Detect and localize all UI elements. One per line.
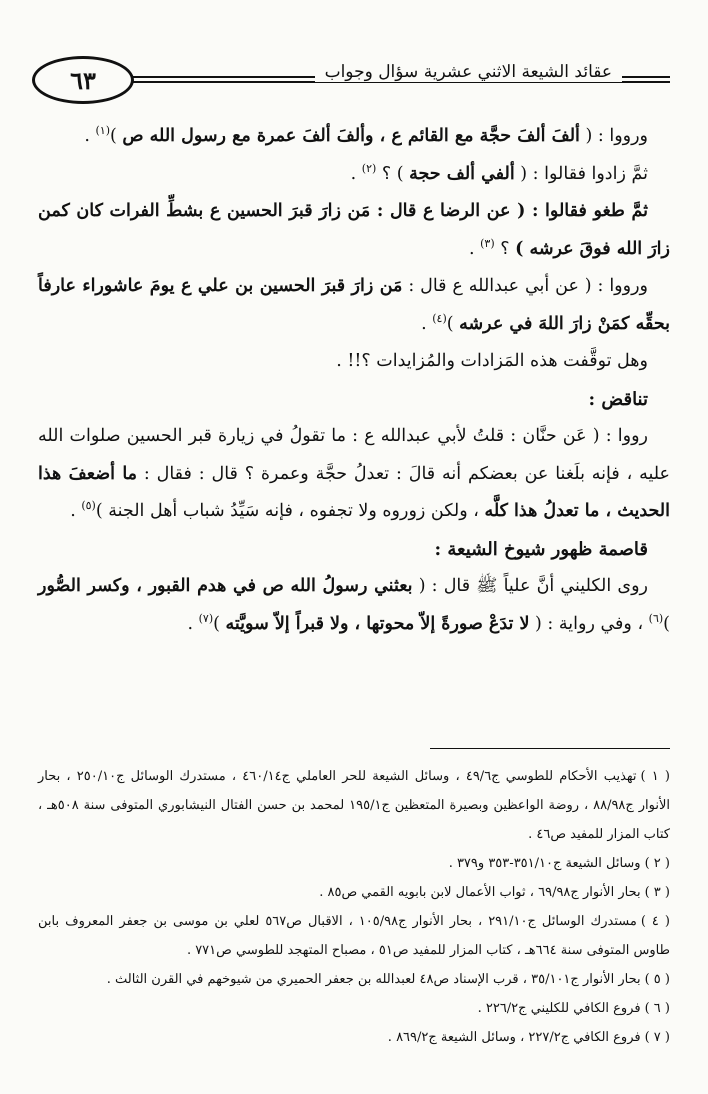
paragraph: ثمَّ طغو فقالوا : ( عن الرضا ع قال : مَن زارَ قبرَ الحسين ع بشطِّ الفرات كان كمن زارَ الله فوقَ عرشه ) ؟ $^{(٣)}$ . (38, 201, 670, 259)
paragraph: ثمَّ زادوا فقالوا : ( ألفي ألف حجة ) ؟ $^{(٢)}$ . (350, 161, 648, 184)
footnote-ref: (٢) (361, 161, 377, 175)
paragraph: ورووا : ( عن أبي عبدالله ع قال : مَن زارَ قبرَ الحسين بن علي ع يومَ عاشوراء عارفاً بحقِّه كمَنْ زارَ اللهَ في عرشه )$^{(٤)}$ . (38, 276, 670, 334)
footnote-ref: (٦) (648, 611, 664, 625)
footnote: ( ٤ )مستدرك الوسائل ج٢٩١/١٠ ، بحار الأنوار ج١٠٥/٩٨ ، الاقبال ص٥٦٧ لعلي بن موسى بن جعفر المعروف بابن طاوس المتوفى سنة ٦٦٤هـ ، كتاب المزار للمفيد ص٥١ ، مصباح المتهجد للطوسي ص٧٧١ . (38, 914, 670, 958)
paragraph: ورووا : ( ألفَ ألفَ حجَّة مع القائم ع ، وألفَ ألفَ عمرة مع رسول الله ص )$^{(١)}$ . (84, 124, 648, 146)
section-heading: قاصمة ظهور شيوخ الشيعة : (434, 538, 648, 560)
main-text (38, 118, 670, 643)
footnote: ( ١ )تهذيب الأحكام للطوسي ج٤٩/٦ ، وسائل الشيعة للحر العاملي ج٤٦٠/١٤ ، مستدرك الوسائل ج٢٥٠/١٠ ، بحار الأنوار ج٨٨/٩٨ ، روضة الواعظين وبصيرة المتعظين ج١٩٥/١ لمحمد بن حسن الفتال النيشابوري المتوفى سنة ٥٠٨هـ ، كتاب المزار للمفيد ص٤٦ . (38, 769, 670, 842)
paragraph: وهل توقَّفت هذه المَزادات والمُزايدات ؟!! . (336, 351, 648, 371)
page-header (30, 50, 670, 110)
footnote-separator (430, 748, 670, 749)
page-number: ٦٣ (32, 56, 134, 104)
footnote-ref: (٣) (480, 236, 495, 250)
section-heading: تناقض : (588, 388, 648, 410)
footnote-ref: (٥) (81, 499, 96, 513)
paragraph: رووا : ( عَن حنَّان : قلتُ لأبي عبدالله ع : ما تقولُ في زيارة قبر الحسين صلوات الله عليه ، فإنه بلَغنا عن بعضكم أنه قالَ : تعدلُ حجَّة وعمرة ؟ قال : فقال : ما أضعفَ هذا الحديث ، ما تعدلُ هذا كلَّه ، ولكن زوروه ولا تجفوه ، فإنه سَيِّدُ شباب أهل الجنة )$^{(٥)}$ . (38, 426, 670, 521)
footnote: ( ٦ )فروع الكافي للكليني ج٢٢٦/٢ . (477, 1001, 670, 1016)
running-title: عقائد الشيعة الاثني عشرية سؤال وجواب (315, 62, 622, 82)
footnote: ( ٥ )بحار الأنوار ج٣٥/١٠١ ، قرب الإسناد ص٤٨ لعبدالله بن جعفر الحميري من شيوخهم في القرن الثالث . (106, 972, 670, 987)
paragraph: روى الكليني أنَّ علياً ﷺ قال : ( بعثني رسولُ الله ص في هدم القبور ، وكسر الصُّور )$^{(٦)}$ ، وفي رواية : ( لا تدَعْ صورةً إلاّ محوتها ، ولا قبراً إلاّ سويَّته )$^{(٧)}$ . (38, 576, 670, 634)
footnote-ref: (٧) (198, 611, 214, 625)
footnote: ( ٧ )فروع الكافي ج٢٢٧/٢ ، وسائل الشيعة ج٨٦٩/٢ . (387, 1030, 670, 1045)
footnote-ref: (١) (95, 124, 110, 138)
footnote: ( ٣ )بحار الأنوار ج٦٩/٩٨ ، ثواب الأعمال لابن بابويه القمي ص٨٥ . (319, 885, 670, 900)
footnote: ( ٢ )وسائل الشيعة ج٣٥١/١٠-٣٥٣ و٣٧٩ . (448, 856, 670, 871)
footnote-ref: (٤) (432, 311, 447, 325)
footnotes (38, 762, 670, 1052)
